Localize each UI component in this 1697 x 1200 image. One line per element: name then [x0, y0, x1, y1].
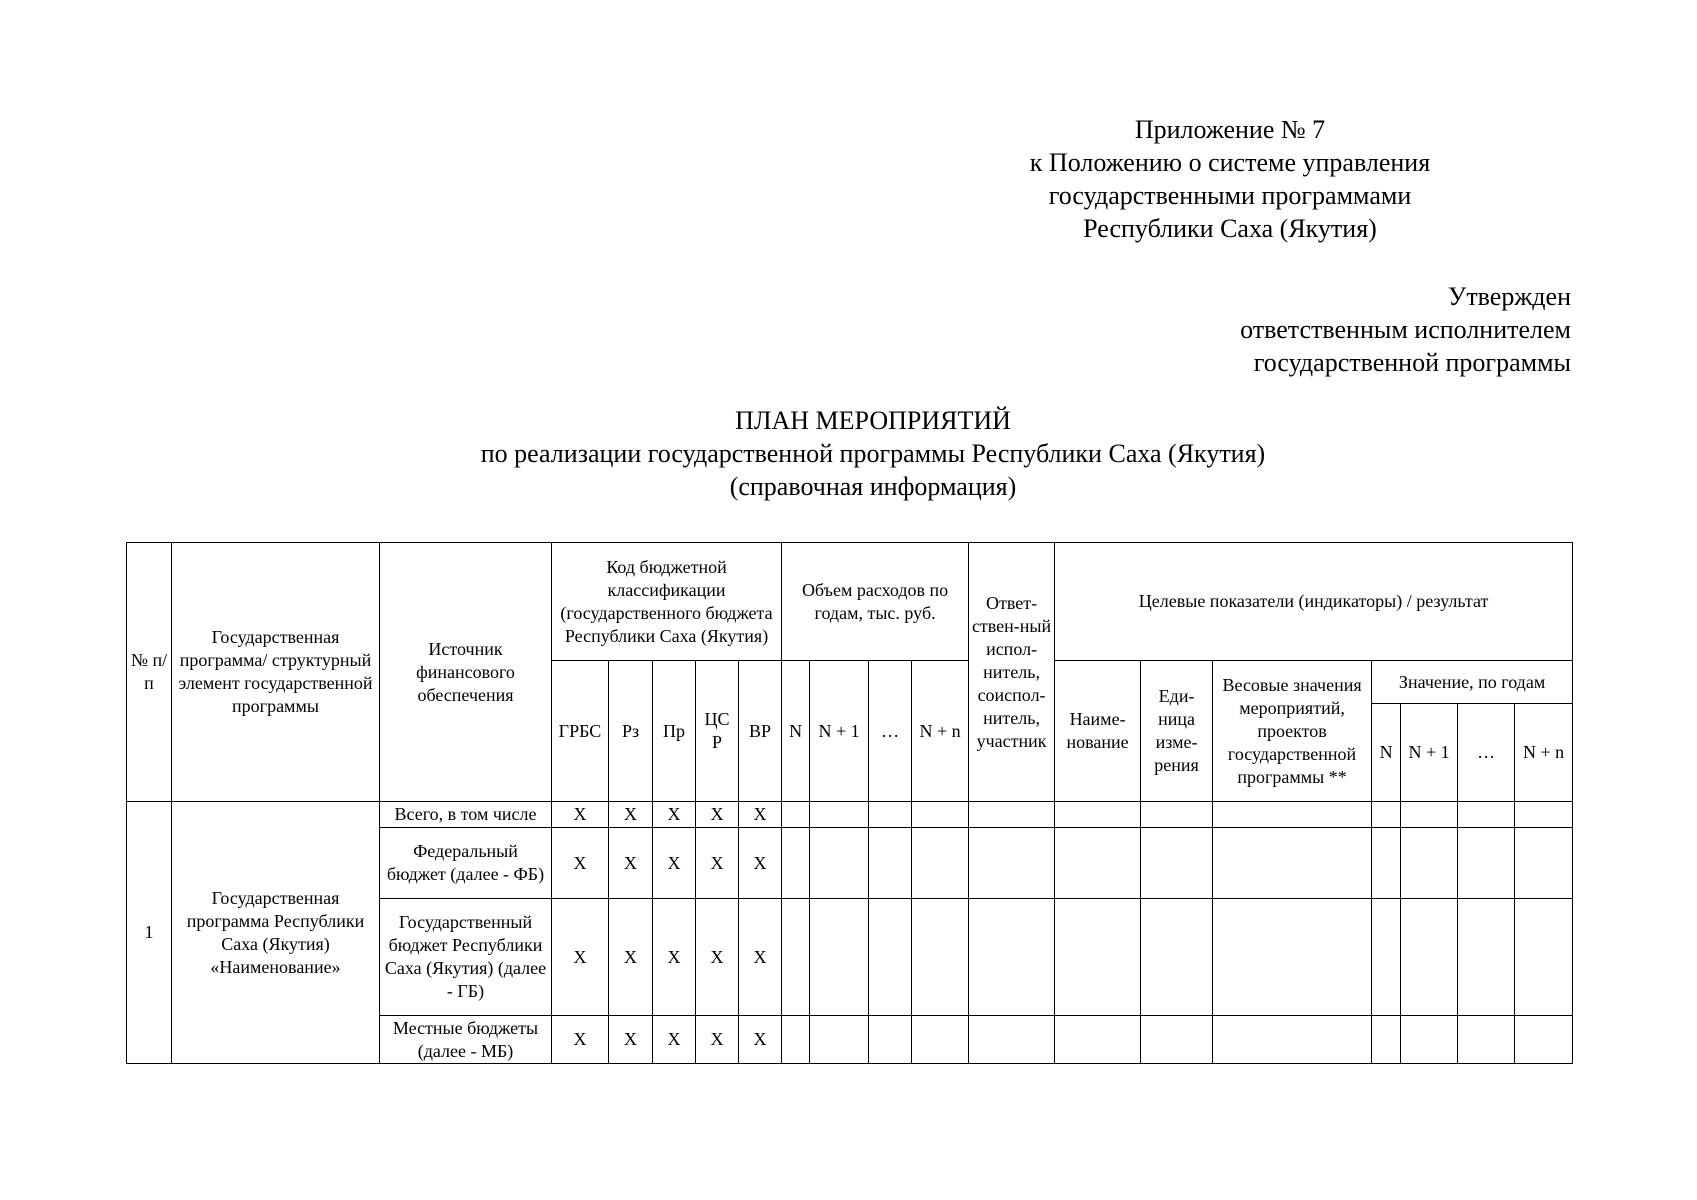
row-number: 1 [127, 802, 172, 1064]
document-title [0, 404, 1697, 503]
header-value-ellipsis: … [1458, 704, 1515, 802]
appendix-number: Приложение № 7 [1134, 115, 1326, 144]
header-expense-n1: N + 1 [810, 661, 869, 802]
mark-cell: X [696, 802, 739, 828]
approval-by-line2: государственной программы [1253, 348, 1571, 377]
mark-cell: X [653, 1016, 696, 1064]
header-target-unit: Еди-ница изме-рения [1141, 661, 1213, 802]
empty-cell [782, 1016, 810, 1064]
empty-cell [869, 828, 912, 899]
empty-cell [810, 828, 869, 899]
mark-cell: X [653, 899, 696, 1016]
mark-cell: X [609, 1016, 653, 1064]
empty-cell [969, 899, 1055, 1016]
mark-cell: X [552, 899, 609, 1016]
mark-cell: X [552, 1016, 609, 1064]
mark-cell: X [739, 828, 782, 899]
empty-cell [869, 899, 912, 1016]
header-expense-ellipsis: … [869, 661, 912, 802]
empty-cell [1372, 802, 1401, 828]
appendix-reference-line2: государственными программами [1048, 181, 1412, 210]
header-num: № п/п [127, 543, 172, 802]
header-program: Государственная программа/ структурный элемент государственной программы [172, 543, 380, 802]
mark-cell: X [609, 802, 653, 828]
empty-cell [1401, 1016, 1458, 1064]
empty-cell [1458, 802, 1515, 828]
approval-block [1051, 280, 1571, 379]
empty-cell [1141, 802, 1213, 828]
mark-cell: X [739, 802, 782, 828]
empty-cell [1372, 1016, 1401, 1064]
header-value-nn: N + n [1515, 704, 1573, 802]
header-kbk-grbs: ГРБС [552, 661, 609, 802]
header-value-n1: N + 1 [1401, 704, 1458, 802]
mark-cell: X [552, 802, 609, 828]
empty-cell [1515, 802, 1573, 828]
empty-cell [1213, 828, 1372, 899]
empty-cell [912, 899, 969, 1016]
mark-cell: X [696, 1016, 739, 1064]
appendix-reference: к Положению о системе управления [1029, 148, 1431, 177]
empty-cell [1141, 899, 1213, 1016]
header-expense-nn: N + n [912, 661, 969, 802]
empty-cell [1141, 828, 1213, 899]
mark-cell: X [609, 899, 653, 1016]
header-expense-n: N [782, 661, 810, 802]
title-subtitle: по реализации государственной программы Республики Саха (Якутия) [480, 439, 1266, 468]
title-note: (справочная информация) [729, 472, 1017, 501]
mark-cell: X [739, 899, 782, 1016]
empty-cell [810, 802, 869, 828]
empty-cell [869, 802, 912, 828]
empty-cell [782, 828, 810, 899]
empty-cell [810, 899, 869, 1016]
mark-cell: X [609, 828, 653, 899]
empty-cell [782, 802, 810, 828]
empty-cell [1401, 802, 1458, 828]
empty-cell [782, 899, 810, 1016]
header-kbk-rz: Рз [609, 661, 653, 802]
empty-cell [1213, 1016, 1372, 1064]
mark-cell: X [653, 828, 696, 899]
empty-cell [912, 1016, 969, 1064]
empty-cell [1141, 1016, 1213, 1064]
empty-cell [1401, 899, 1458, 1016]
header-value-n: N [1372, 704, 1401, 802]
empty-cell [1055, 899, 1141, 1016]
empty-cell [1055, 1016, 1141, 1064]
header-kbk-csr: ЦС Р [696, 661, 739, 802]
table-row [127, 802, 1573, 828]
header-kbk: Код бюджетной классификации (государственного бюджета Республики Саха (Якутия) [552, 543, 782, 661]
header-target-weight: Весовые значения мероприятий, проектов государственной программы ** [1213, 661, 1372, 802]
empty-cell [1401, 828, 1458, 899]
source-local: Местные бюджеты (далее - МБ) [380, 1016, 552, 1064]
empty-cell [1055, 828, 1141, 899]
mark-cell: X [739, 1016, 782, 1064]
empty-cell [1515, 828, 1573, 899]
header-values-by-year: Значение, по годам [1372, 661, 1573, 704]
approval-label: Утвержден [1447, 282, 1571, 311]
empty-cell [1055, 802, 1141, 828]
title-main: ПЛАН МЕРОПРИЯТИЙ [735, 406, 1011, 435]
empty-cell [1213, 802, 1372, 828]
empty-cell [1372, 828, 1401, 899]
mark-cell: X [653, 802, 696, 828]
empty-cell [1515, 1016, 1573, 1064]
approval-by: ответственным исполнителем [1240, 315, 1571, 344]
empty-cell [912, 828, 969, 899]
empty-cell [969, 802, 1055, 828]
header-target-name: Наиме-нование [1055, 661, 1141, 802]
empty-cell [969, 828, 1055, 899]
appendix-block [1000, 113, 1460, 245]
appendix-reference-line3: Республики Саха (Якутия) [1083, 214, 1377, 243]
mark-cell: X [552, 828, 609, 899]
empty-cell [1372, 899, 1401, 1016]
header-source: Источник финансового обеспечения [380, 543, 552, 802]
mark-cell: X [696, 899, 739, 1016]
empty-cell [912, 802, 969, 828]
source-state: Государственный бюджет Республики Саха (Якутия) (далее - ГБ) [380, 899, 552, 1016]
header-kbk-pr: Пр [653, 661, 696, 802]
empty-cell [969, 1016, 1055, 1064]
empty-cell [1458, 899, 1515, 1016]
empty-cell [1213, 899, 1372, 1016]
empty-cell [869, 1016, 912, 1064]
row-program: Государственная программа Республики Саха (Якутия) «Наименование» [172, 802, 380, 1064]
header-targets: Целевые показатели (индикаторы) / результат [1055, 543, 1573, 661]
source-total: Всего, в том числе [380, 802, 552, 828]
empty-cell [1458, 828, 1515, 899]
empty-cell [1515, 899, 1573, 1016]
header-kbk-vr: ВР [739, 661, 782, 802]
mark-cell: X [696, 828, 739, 899]
header-responsible: Ответ-ствен-ный испол-нитель, соиспол-нитель, участник [969, 543, 1055, 802]
header-expenses: Объем расходов по годам, тыс. руб. [782, 543, 969, 661]
empty-cell [810, 1016, 869, 1064]
empty-cell [1458, 1016, 1515, 1064]
plan-table [126, 542, 1573, 1064]
source-federal: Федеральный бюджет (далее - ФБ) [380, 828, 552, 899]
